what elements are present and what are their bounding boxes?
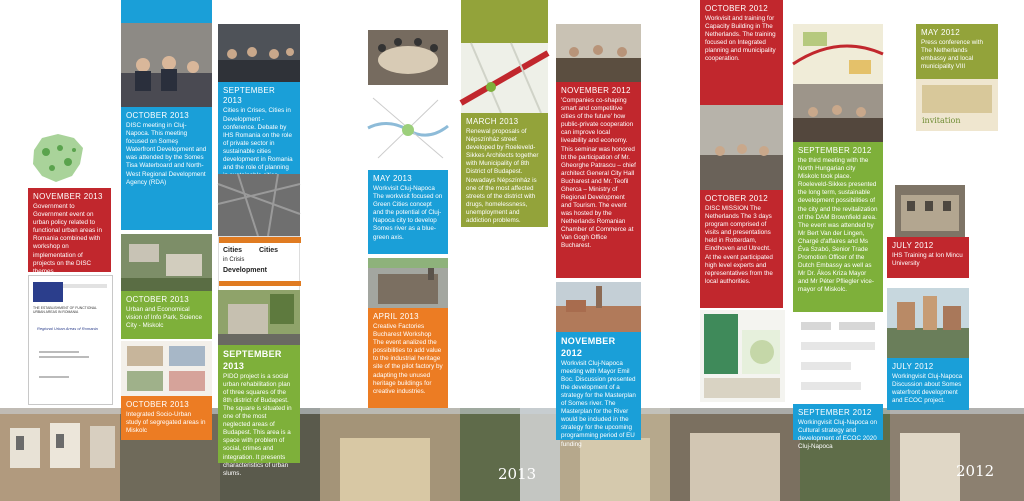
cluj-cityscape-photo (556, 282, 641, 332)
event-card-october-2013-miskolc (121, 396, 212, 440)
conference-photo (218, 24, 300, 82)
aerial-texture-image (218, 174, 300, 236)
year-label-2012: 2012 (956, 462, 995, 480)
event-date: OCTOBER 2012 (705, 4, 769, 13)
event-date: MARCH 2013 (466, 117, 519, 126)
report-title: THE ESTABLISHMENT OF FUNCTIONAL URBAN AREAS IN ROMANIA (33, 306, 97, 315)
report-subtitle: Regional Urban Areas of Romania (37, 326, 98, 331)
event-date: SEPTEMBER 2012 (798, 408, 872, 417)
event-card-may-2013 (368, 170, 448, 254)
blue-header-strip (121, 0, 212, 23)
event-description: PIDO project is a social urban rehabilitation plan of three squares of the 8th district of Budapest. The square is situated in one of the most neglected areas of Budapest. This area is a space with problem of social, crimes and integration. It presents characteristics of urban slums. (223, 373, 292, 477)
event-date: JULY 2012 (892, 241, 934, 250)
event-description: DISC MISSION The Netherlands The 3 days program comprised of visits and presentations held in Rotterdam, Eindhoven and Utrecht. At the event participated high level experts and representatives from the local authorities. (705, 205, 773, 285)
socio-urban-study-image (121, 341, 212, 396)
event-description: Cities in Crises, Cities in Development - conference. Debate by IHS Romania on the role of private sector in sustainable cities development in Romania and the role of planning (223, 107, 293, 171)
ecoc-strategy-diagram (700, 310, 785, 402)
ion-mincu-building-photo (895, 185, 965, 237)
event-card-september-2012-miskolc (793, 142, 883, 312)
event-card-october-2012-mission (700, 190, 783, 308)
event-card-november-2012-seminar (556, 82, 641, 278)
cultural-strategy-diagram (793, 312, 883, 404)
event-description: Renewal proposals of Népszínház street developed by Roeleveld-Sikkes Architects together with Municipality of 8th District of Budapest. Nowadays Népszínház is one of the most affected streets of the district with drugs, homelessness, unemployment and addiction problems. (466, 128, 539, 224)
event-date: NOVEMBER 2012 (561, 86, 631, 95)
event-card-april-2013 (368, 308, 448, 408)
event-card-october-2013-cluj (121, 107, 212, 230)
event-description: 'Companies co-shaping smart and competitive cities of the future' how public-private cooperation can improve local liveability and economy. This seminar was honored bt the participation of Mr. Gheorghe Patrascu – chief architect General City Hall Bucharest and Mr. Teofil Gherca – Ministry of Regional Development and Tourism. The event was hosted by the Netherlands Romanian Chamber of Commerce at Van Gogh Office Bucharest. (561, 97, 636, 250)
miskolc-map (793, 24, 883, 84)
event-description: Creative Factories Bucharest Workshop The event analized the possibilities to add value to the industrial heritage site of the pilot factory by adapting the unused heritage buildings for creative industries. (373, 323, 443, 395)
event-description: Integrated Socio-Urban study of segregated areas in Miskolc (126, 411, 206, 435)
event-card-september-2012-cluj (793, 404, 883, 451)
event-date: SEPTEMBER 2013 (223, 349, 282, 371)
event-date: NOVEMBER 2013 (33, 192, 103, 201)
poster-word-1: Cities (223, 247, 243, 254)
invitation-label: invitation (922, 116, 961, 125)
olive-header-strip (461, 0, 548, 43)
event-card-october-2013-infopark (121, 291, 212, 339)
event-card-may-2012 (916, 24, 998, 79)
romania-map-image (28, 128, 88, 188)
event-date: SEPTEMBER 2013 (223, 86, 276, 106)
event-description: Press conference with The Netherlands embassy and local municipality VIII (921, 39, 983, 71)
poster-word-3: in Crisis (223, 257, 245, 263)
event-date: OCTOBER 2013 (126, 295, 190, 304)
event-card-november-2012-cluj (556, 332, 641, 448)
event-description: Workvisit Cluj-Napoca meeting with Mayor Emil Boc. Discussion presented the development of a strategy for the Masterplan of Somes river. The Masterplan for the River would be included in the strategy for the upcoming programming period of EU funding (561, 360, 636, 448)
event-date: NOVEMBER 2012 (561, 336, 616, 358)
info-park-aerial-image (121, 234, 212, 291)
event-description: Workingvisit Cluj-Napoca on Cultural strategy and development of ECOC 2020 Cluj-Napoca (798, 419, 877, 451)
event-date: JULY 2012 (892, 362, 934, 371)
event-description: Urban and Economical vision of Info Park, Science City - Miskolc (126, 306, 202, 330)
event-card-september-2013-conference (218, 82, 300, 174)
invitation-card-image (916, 79, 998, 131)
event-description: IHS Training at Ion Mincu University (892, 252, 963, 268)
seminar-panel-photo (556, 24, 641, 82)
nepszinhaz-street-plan (461, 43, 548, 113)
event-card-march-2013 (461, 113, 548, 227)
event-card-november-2013 (28, 188, 111, 275)
event-date: APRIL 2013 (373, 312, 419, 321)
conference-poster (218, 236, 300, 291)
meeting-photo-cluj (121, 23, 212, 107)
event-description: DISC meeting in Cluj-Napoca. This meeting focused on Someş Waterfront Development and was attended by the Somes Tisa Waterboard and North-West Regional Development Agency (RDA) (126, 122, 207, 186)
event-card-july-2012-cluj (887, 358, 969, 410)
event-date: OCTOBER 2013 (126, 400, 190, 409)
meeting-table-photo (368, 30, 448, 85)
poster-word-4: Development (223, 267, 267, 274)
event-description: Workvisit and training for Capacity Building in The Netherlands. The training focused on Integrated planning and municipality cooperation. (705, 15, 776, 63)
training-room-photo (700, 105, 783, 190)
event-card-september-2013-pido (218, 345, 300, 477)
event-date: OCTOBER 2012 (705, 194, 769, 203)
cluj-river-map (368, 88, 448, 170)
factory-photo (368, 258, 448, 308)
poster-word-2: Cities (259, 247, 279, 254)
event-date: MAY 2013 (373, 174, 413, 183)
somes-waterfront-photo (887, 288, 969, 358)
event-description: Government to Government event on urban policy related to functional urban areas in Romania combined with workshop on implementation of projects on the DISC themes (33, 203, 102, 275)
event-date: OCTOBER 2013 (126, 111, 190, 120)
event-description: Workingvisit Cluj-Napoca Discussion about Somes waterfront development and ECOC project. (892, 373, 963, 405)
event-description: the third meeting with the North Hungarian city Miskolc took place. Roeleveld-Sikkes presented the long term, sustainable development possibilities of the city and the revitalization of the DAM Brownfield area. The event was attended by Mr Bert Van der Lingen, Chargé d'affaires and Ms Éva Szabó, Senior Trade Promotion Officer of the Dutch Embassy as well as Mr Dr. Ákos Kriza Mayor and Mr Péter Pfliegler vice-mayor of Miskolc. (798, 157, 878, 293)
event-description: Workvisit Cluj-Napoca The workvisit focused on Green Cities concept and the potential of Cluj-Napoca city to develop Somes river as a blue-green axis. (373, 185, 443, 241)
budapest-street-photo (218, 290, 300, 345)
event-card-october-2012-training (700, 0, 783, 105)
event-card-july-2012-training (887, 237, 969, 278)
event-date: SEPTEMBER 2012 (798, 146, 872, 155)
year-label-2013: 2013 (498, 465, 537, 483)
event-date: MAY 2012 (921, 28, 961, 37)
report-cover-image (28, 275, 113, 405)
miskolc-meeting-photo (793, 84, 883, 142)
